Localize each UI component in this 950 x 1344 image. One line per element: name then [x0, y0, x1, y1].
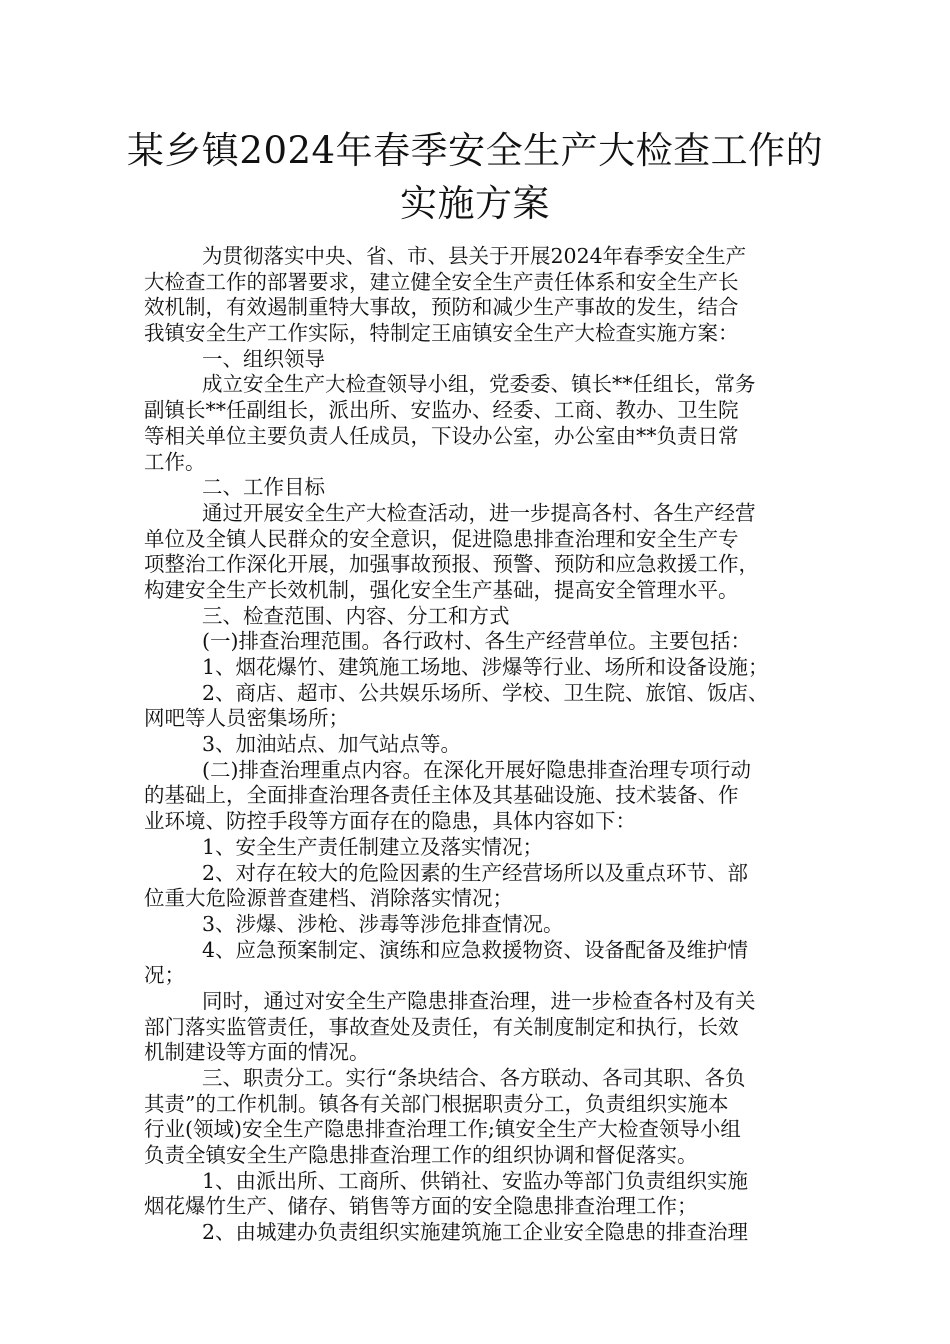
- text-line: 2、由城建办负责组织实施建筑施工企业安全隐患的排查治理: [202, 1220, 749, 1245]
- title-line-2: 实施方案: [400, 182, 550, 225]
- paragraph: [144, 475, 806, 501]
- document-body: [144, 244, 806, 1246]
- paragraph: [144, 835, 806, 861]
- paragraph: [144, 758, 806, 835]
- text-line: 三、职责分工。实行“条块结合、各方联动、各司其职、各负: [202, 1066, 746, 1090]
- paragraph: [144, 244, 806, 347]
- text-line: 三、检查范围、内容、分工和方式: [202, 603, 510, 628]
- text-line: 通过开展安全生产大检查活动，进一步提高各村、各生产经营: [202, 500, 756, 525]
- text-line: 其责”的工作机制。镇各有关部门根据职责分工，负责组织实施本: [144, 1091, 729, 1116]
- paragraph: [144, 989, 806, 1066]
- text-line: 业环境、防控手段等方面存在的隐患，具体内容如下：: [144, 809, 636, 834]
- paragraph: [144, 912, 806, 938]
- text-line: 单位及全镇人民群众的安全意识，促进隐患排查治理和安全生产专: [144, 526, 739, 551]
- text-line: 网吧等人员密集场所；: [144, 706, 349, 731]
- paragraph: [144, 655, 806, 681]
- text-line: 1、由派出所、工商所、供销社、安监办等部门负责组织实施: [202, 1168, 749, 1193]
- text-line: 机制建设等方面的情况。: [144, 1040, 370, 1065]
- text-line: 1、烟花爆竹、建筑施工场地、涉爆等行业、场所和设备设施；: [202, 655, 769, 679]
- paragraph: [144, 629, 806, 655]
- paragraph: [144, 1066, 806, 1169]
- paragraph: [144, 1220, 806, 1246]
- text-line: 效机制，有效遏制重特大事故，预防和减少生产事故的发生，结合: [144, 295, 739, 320]
- text-line: 工作。: [144, 449, 206, 474]
- text-line: 负责全镇安全生产隐患排查治理工作的组织协调和督促落实。: [144, 1143, 698, 1168]
- text-line: 成立安全生产大检查领导小组，党委委、镇长**任组长，常务: [202, 372, 756, 397]
- text-line: 一、组织领导: [202, 346, 325, 371]
- text-line: 大检查工作的部署要求，建立健全安全生产责任体系和安全生产长: [144, 269, 739, 294]
- text-line: 项整治工作深化开展，加强事故预报、预警、预防和应急救援工作，: [144, 552, 759, 577]
- text-line: 副镇长**任副组长，派出所、安监办、经委、工商、教办、卫生院: [144, 398, 739, 423]
- text-line: 的基础上，全面排查治理各责任主体及其基础设施、技术装备、作: [144, 783, 739, 808]
- paragraph: [144, 501, 806, 604]
- paragraph: [144, 1169, 806, 1220]
- text-line: 二、工作目标: [202, 475, 325, 500]
- text-line: 1、安全生产责任制建立及落实情况；: [202, 834, 544, 859]
- text-line: 烟花爆竹生产、储存、销售等方面的安全隐患排查治理工作；: [144, 1194, 698, 1219]
- text-line: 为贯彻落实中央、省、市、县关于开展2024年春季安全生产: [202, 244, 747, 268]
- text-line: 位重大危险源普查建档、消除落实情况；: [144, 886, 513, 911]
- title-line-1: 某乡镇2024年春季安全生产大检查工作的: [126, 129, 824, 172]
- text-line: 行业(领域)安全生产隐患排查治理工作;镇安全生产大检查领导小组: [144, 1117, 741, 1142]
- text-line: 3、涉爆、涉枪、涉毒等涉危排查情况。: [202, 911, 564, 936]
- paragraph: [144, 372, 806, 475]
- text-line: 我镇安全生产工作实际，特制定王庙镇安全生产大检查实施方案：: [144, 321, 739, 346]
- document-title: [100, 124, 850, 230]
- text-line: 4、应急预案制定、演练和应急救援物资、设备配备及维护情: [202, 937, 749, 962]
- paragraph: [144, 938, 806, 989]
- paragraph: [144, 732, 806, 758]
- paragraph: [144, 681, 806, 732]
- text-line: (二)排查治理重点内容。在深化开展好隐患排查治理专项行动: [202, 757, 751, 782]
- text-line: 3、加油站点、加气站点等。: [202, 732, 462, 757]
- text-line: 2、商店、超市、公共娱乐场所、学校、卫生院、旅馆、饭店、: [202, 680, 769, 705]
- paragraph: [144, 861, 806, 912]
- paragraph: [144, 347, 806, 373]
- text-line: 况；: [144, 963, 185, 988]
- text-line: (一)排查治理范围。各行政村、各生产经营单位。主要包括：: [202, 629, 751, 654]
- text-line: 同时，通过对安全生产隐患排查治理，进一步检查各村及有关: [202, 988, 756, 1013]
- text-line: 部门落实监管责任，事故查处及责任，有关制度制定和执行，长效: [144, 1014, 739, 1039]
- paragraph: [144, 604, 806, 630]
- text-line: 2、对存在较大的危险因素的生产经营场所以及重点环节、部: [202, 860, 749, 885]
- text-line: 等相关单位主要负责人任成员，下设办公室，办公室由**负责日常: [144, 423, 739, 448]
- text-line: 构建安全生产长效机制，强化安全生产基础，提高安全管理水平。: [144, 577, 739, 602]
